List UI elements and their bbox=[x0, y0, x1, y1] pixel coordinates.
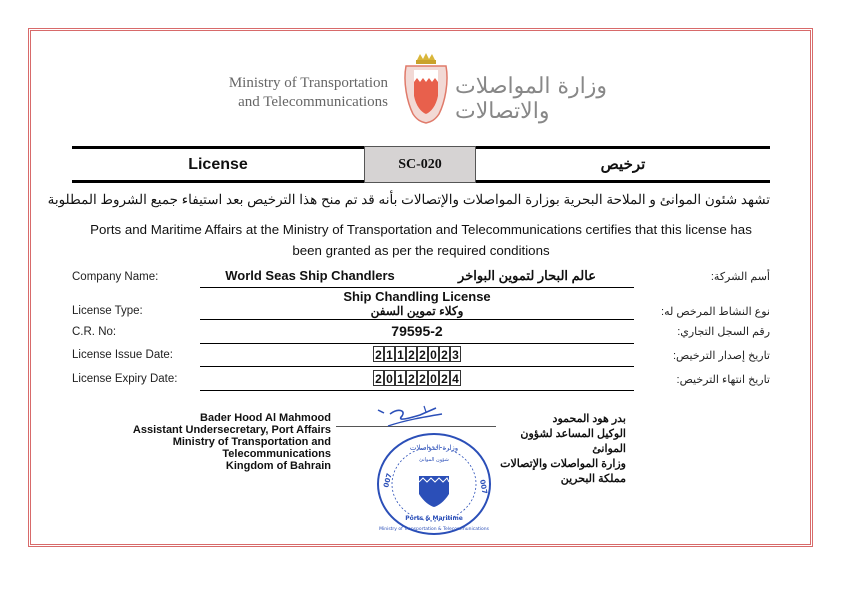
cert-en-line1: Ports and Maritime Affairs at the Ministry of Transportation and Telecommunications certifies that this license has bbox=[90, 222, 752, 237]
digit-box: 1 bbox=[395, 346, 406, 362]
certification-text-en bbox=[72, 219, 770, 261]
license-type-en: Ship Chandling License bbox=[343, 289, 491, 304]
ministry-en-line2: and Telecommunications bbox=[238, 94, 388, 110]
signatory-country-ar: مملكة البحرين bbox=[560, 473, 626, 485]
expiry-date-value bbox=[200, 370, 634, 386]
title-license-en: License bbox=[188, 156, 248, 173]
issue-date-label-ar: تاريخ إصدار الترخيص: bbox=[673, 350, 770, 362]
signatory-ar bbox=[496, 412, 626, 487]
cert-en-line2: been granted as per the required conditions bbox=[292, 243, 550, 258]
issue-date-value bbox=[200, 346, 634, 362]
expiry-date-label-ar: تاريخ انتهاء الترخيص: bbox=[676, 374, 770, 386]
digit-box: 0 bbox=[428, 370, 439, 386]
digit-box: 2 bbox=[406, 370, 417, 386]
ministry-name-en bbox=[190, 74, 388, 112]
svg-text:وزارة المواصلات: وزارة المواصلات bbox=[409, 444, 459, 452]
license-type-value bbox=[200, 290, 634, 318]
digit-box: 2 bbox=[439, 370, 450, 386]
title-license-ar: ترخيص bbox=[600, 156, 646, 173]
expiry-date-label-en: License Expiry Date: bbox=[72, 373, 178, 385]
digit-box: 2 bbox=[417, 370, 428, 386]
signatory-name-ar: بدر هود المحمود bbox=[552, 413, 626, 425]
digit-box: 2 bbox=[406, 346, 417, 362]
cr-no-underline bbox=[200, 343, 634, 344]
cr-no-label-ar: رقم السجل التجاري: bbox=[677, 326, 770, 338]
license-type-label-ar: نوع النشاط المرخص له: bbox=[661, 306, 770, 318]
digit-box: 2 bbox=[417, 346, 428, 362]
signatory-en bbox=[118, 412, 331, 472]
digit-box: 1 bbox=[395, 370, 406, 386]
issue-date-underline bbox=[200, 366, 634, 367]
digit-box: 2 bbox=[373, 370, 384, 386]
license-type-label-en: License Type: bbox=[72, 305, 143, 317]
digit-box: 0 bbox=[384, 370, 395, 386]
digit-box: 3 bbox=[450, 346, 461, 362]
issue-date-boxes bbox=[373, 346, 461, 362]
expiry-date-boxes bbox=[373, 370, 461, 386]
expiry-date-underline bbox=[200, 390, 634, 391]
license-type-underline bbox=[200, 319, 634, 320]
ministry-name-ar: وزارة المواصلات والاتصالات bbox=[455, 74, 608, 124]
company-label-en: Company Name: bbox=[72, 271, 159, 283]
signatory-ministry-en-1: Ministry of Transportation and bbox=[172, 436, 331, 448]
company-value-ar: عالم البحار لتموين البواخر bbox=[458, 268, 596, 283]
certification-text-ar: تشهد شئون الموانئ و الملاحة البحرية بوزارة المواصلات والإتصالات بأنه قد تم منح هذا الترخيص بعد استيفاء جميع الشروط المطلوبة bbox=[47, 192, 770, 207]
digit-box: 4 bbox=[450, 370, 461, 386]
digit-box: 2 bbox=[373, 346, 384, 362]
digit-box: 0 bbox=[428, 346, 439, 362]
cr-no-label-en: C.R. No: bbox=[72, 326, 117, 338]
digit-box: 1 bbox=[384, 346, 395, 362]
signatory-ministry-en-2: Telecommunications bbox=[222, 448, 331, 460]
svg-text:Ports & Maritime: Ports & Maritime bbox=[405, 515, 463, 522]
issue-date-label-en: License Issue Date: bbox=[72, 349, 174, 361]
signatory-ministry-ar: وزارة المواصلات والإتصالات bbox=[500, 458, 626, 470]
svg-text:007: 007 bbox=[478, 478, 489, 495]
coat-of-arms-icon bbox=[403, 52, 449, 124]
license-code-box: SC-020 bbox=[364, 146, 476, 183]
ministry-en-line1: Ministry of Transportation bbox=[228, 75, 388, 91]
company-label-ar: أسم الشركة: bbox=[710, 271, 770, 283]
signatory-title-en: Assistant Undersecretary, Port Affairs bbox=[132, 424, 331, 436]
svg-text:007: 007 bbox=[382, 472, 394, 489]
signatory-title-ar: الوكيل المساعد لشؤون الموانئ bbox=[520, 428, 626, 455]
license-type-ar: وكلاء تموين السفن bbox=[370, 304, 464, 318]
digit-box: 2 bbox=[439, 346, 450, 362]
signatory-name-en: Bader Hood Al Mahmood bbox=[200, 412, 331, 424]
svg-text:شؤون الموانئ: شؤون الموانئ bbox=[419, 457, 449, 463]
handwritten-signature-icon bbox=[376, 404, 446, 430]
cr-no-value: 79595-2 bbox=[391, 323, 443, 339]
svg-text:Ministry of Transportation & T: Ministry of Transportation & Telecommunications bbox=[379, 527, 489, 532]
company-value-en: World Seas Ship Chandlers bbox=[225, 268, 395, 283]
official-stamp-icon bbox=[374, 430, 494, 538]
company-underline bbox=[200, 287, 634, 288]
signatory-country-en: Kingdom of Bahrain bbox=[225, 460, 331, 472]
